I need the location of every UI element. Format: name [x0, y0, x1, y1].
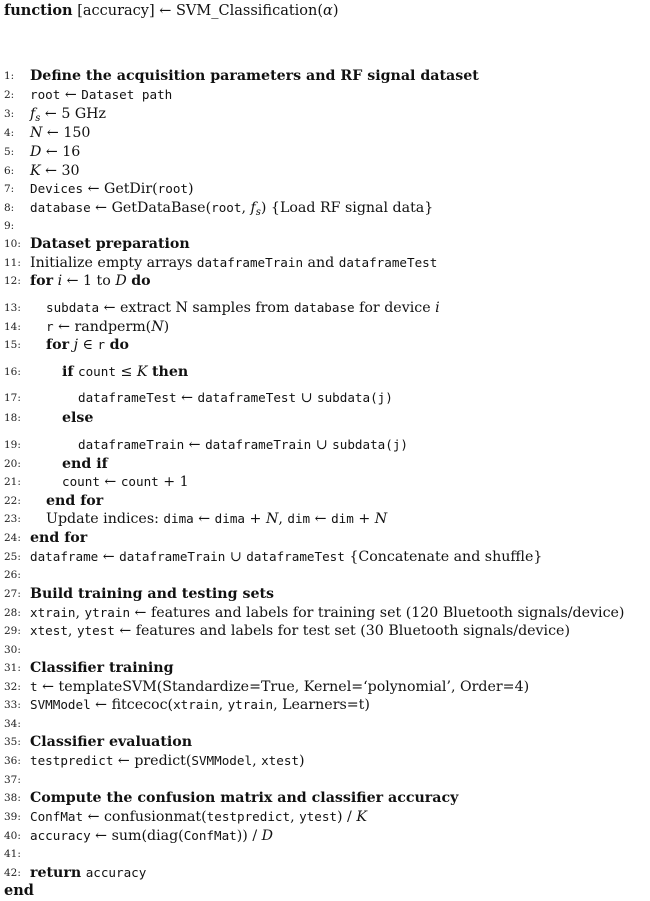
- line-number: 26:: [4, 569, 21, 581]
- line-code: [46, 492, 103, 510]
- line-number: 2:: [4, 89, 15, 101]
- text-segment: +: [353, 511, 375, 527]
- line-number: 34:: [4, 718, 21, 730]
- code-identifier: dataframeTest: [338, 255, 438, 270]
- line-number: 11:: [4, 257, 21, 269]
- line-code: [30, 548, 542, 566]
- line-code: [30, 585, 274, 603]
- line-number: 7:: [4, 183, 15, 195]
- code-identifier: ytrain: [227, 697, 274, 712]
- code-identifier: ConfMat: [183, 828, 237, 843]
- close-paren: ): [332, 3, 339, 19]
- line-number: 35:: [4, 736, 21, 748]
- keyword: for: [30, 273, 54, 289]
- math-symbol: N: [265, 511, 279, 527]
- text-segment: ,: [67, 623, 77, 639]
- code-identifier: ConfMat: [30, 809, 84, 824]
- math-symbol: N: [151, 319, 164, 335]
- line-code: [30, 67, 479, 85]
- line-code: [30, 696, 370, 714]
- line-number: 33:: [4, 699, 21, 711]
- text-segment: ← templateSVM(Standardize=True, Kernel=‘polynomial’, Order=4): [37, 679, 530, 695]
- line-code: [62, 473, 189, 491]
- code-identifier: r: [46, 319, 54, 334]
- code-identifier: Devices: [30, 181, 84, 196]
- line-number: 31:: [4, 662, 21, 674]
- function-keyword: function: [4, 2, 73, 19]
- code-identifier: dataframeTest: [197, 390, 297, 405]
- line-number: 18:: [4, 412, 21, 424]
- line-number: 22:: [4, 495, 21, 507]
- line-number: 37:: [4, 774, 21, 786]
- code-identifier: ytest: [299, 809, 338, 824]
- text-segment: ←: [98, 549, 120, 565]
- code-identifier: dataframeTest: [78, 390, 177, 405]
- line-number: 39:: [4, 811, 21, 823]
- line-code: [46, 318, 169, 336]
- text-segment: ∪: [296, 390, 317, 406]
- text-segment: ) /: [337, 809, 357, 825]
- line-number: 13:: [4, 302, 21, 314]
- code-identifier: subdata: [46, 300, 100, 315]
- code-identifier: dataframeTrain: [119, 549, 226, 564]
- code-identifier: xtrain: [30, 605, 76, 620]
- text-segment: ← fitcecoc(: [90, 697, 174, 713]
- code-identifier: accuracy: [30, 828, 91, 843]
- text-segment: ): [188, 181, 194, 197]
- line-number: 16:: [4, 366, 21, 378]
- line-code: [30, 808, 367, 826]
- line-number: 10:: [4, 238, 21, 250]
- line-code: [30, 659, 174, 677]
- code-identifier: xtest: [261, 753, 300, 768]
- line-number: 15:: [4, 339, 21, 351]
- text-segment: ← 30: [40, 163, 80, 179]
- line-number: 40:: [4, 830, 21, 842]
- code-identifier: ytest: [76, 623, 115, 638]
- line-number: 36:: [4, 755, 21, 767]
- line-number: 4:: [4, 127, 15, 139]
- keyword: do: [131, 273, 151, 289]
- keyword: Dataset preparation: [30, 236, 190, 252]
- function-parameter: α: [323, 3, 333, 19]
- text-segment: Update indices:: [46, 511, 164, 527]
- code-identifier: subdata(j): [317, 390, 393, 405]
- keyword: if: [62, 364, 74, 380]
- keyword: Classifier training: [30, 660, 174, 676]
- line-code: [30, 678, 529, 696]
- line-number: 12:: [4, 275, 21, 287]
- line-number: 9:: [4, 220, 15, 232]
- line-code: [30, 789, 458, 807]
- line-code: [30, 864, 146, 882]
- line-code: [30, 86, 172, 104]
- code-identifier: count: [120, 474, 159, 489]
- math-symbol: s: [35, 113, 41, 124]
- code-identifier: count: [62, 474, 100, 489]
- code-identifier: dataframeTest: [246, 549, 345, 564]
- code-identifier: database: [30, 200, 91, 215]
- text-segment: ← GetDir(: [83, 181, 158, 197]
- line-code: [30, 622, 570, 640]
- text-segment: ,: [218, 697, 228, 713]
- code-identifier: dataframeTrain: [196, 255, 304, 270]
- math-symbol: s: [255, 207, 261, 218]
- line-number: 20:: [4, 458, 21, 470]
- text-segment: ←: [176, 390, 198, 406]
- code-identifier: xtest: [30, 623, 68, 638]
- text-segment: ∪: [225, 549, 247, 565]
- text-segment: ← extract N samples from: [99, 300, 294, 316]
- keyword: end for: [46, 493, 104, 509]
- text-segment: ←: [184, 437, 206, 453]
- line-number: 38:: [4, 792, 21, 804]
- text-segment: ← features and labels for test set (30 Bluetooth signals/device): [114, 623, 570, 639]
- line-code: [30, 254, 437, 272]
- keyword: return: [30, 865, 82, 881]
- code-identifier: t: [30, 679, 38, 694]
- line-code: [78, 436, 408, 454]
- math-symbol: K: [30, 163, 41, 179]
- keyword: for: [46, 337, 70, 353]
- text-segment: ← GetDataBase(: [90, 200, 212, 216]
- line-code: [30, 752, 305, 770]
- text-segment: ←: [193, 511, 215, 527]
- text-segment: ← features and labels for training set (120 Bluetooth signals/device): [130, 605, 625, 621]
- line-number: 3:: [4, 108, 15, 120]
- line-code: [30, 143, 80, 161]
- line-number: 32:: [4, 681, 21, 693]
- line-number: 17:: [4, 392, 21, 404]
- code-identifier: SVMModel: [30, 697, 91, 712]
- text-segment: ∪: [311, 437, 333, 453]
- text-segment: ∈: [77, 337, 98, 353]
- text-segment: , Learners=t): [273, 697, 370, 713]
- code-identifier: subdata(j): [332, 437, 408, 452]
- line-number: 27:: [4, 588, 21, 600]
- text-segment: ,: [252, 753, 262, 769]
- code-identifier: dataframeTrain: [205, 437, 312, 452]
- keyword: then: [151, 364, 189, 380]
- keyword: end for: [30, 530, 88, 546]
- code-identifier: SVMModel: [191, 753, 253, 768]
- keyword: do: [109, 337, 129, 353]
- line-code: [30, 162, 80, 180]
- code-identifier: r: [97, 337, 106, 352]
- math-symbol: N: [374, 511, 388, 527]
- math-symbol: D: [261, 828, 274, 844]
- line-number: 8:: [4, 202, 15, 214]
- line-number: 25:: [4, 551, 21, 563]
- line-code: [30, 235, 190, 253]
- line-number: 42:: [4, 867, 21, 879]
- math-symbol: i: [57, 273, 63, 289]
- text-segment: )) /: [236, 828, 262, 844]
- text-segment: Initialize empty arrays: [30, 255, 197, 271]
- keyword: end if: [62, 456, 108, 472]
- line-number: 24:: [4, 532, 21, 544]
- math-symbol: N: [30, 125, 43, 141]
- line-code: [30, 529, 87, 547]
- line-code: [30, 733, 192, 751]
- math-symbol: j: [73, 337, 78, 353]
- text-segment: ← 16: [41, 144, 81, 160]
- text-segment: + 1: [158, 474, 189, 490]
- line-number: 29:: [4, 625, 21, 637]
- line-number: 23:: [4, 513, 21, 525]
- code-identifier: Dataset path: [81, 87, 173, 102]
- keyword: Compute the confusion matrix and classifier accuracy: [30, 790, 459, 806]
- line-code: [30, 272, 151, 290]
- line-number: 28:: [4, 607, 21, 619]
- line-code: [46, 299, 440, 317]
- function-name: SVM_Classification: [176, 3, 318, 19]
- text-segment: ← 150: [42, 125, 91, 141]
- line-code: [30, 827, 273, 845]
- math-symbol: f: [30, 106, 36, 122]
- code-identifier: root: [211, 200, 242, 215]
- code-identifier: root: [30, 87, 61, 102]
- text-segment: +: [245, 511, 266, 527]
- line-number: 21:: [4, 476, 21, 488]
- line-number: 5:: [4, 146, 15, 158]
- math-symbol: f: [250, 200, 256, 216]
- text-segment: {Concatenate and shuffle}: [344, 549, 543, 565]
- text-segment: and: [303, 255, 339, 271]
- math-symbol: D: [115, 273, 127, 289]
- assign-arrow: ←: [159, 3, 172, 19]
- line-code: [46, 336, 129, 354]
- text-segment: ) {Load RF signal data}: [260, 200, 434, 216]
- keyword: Define the acquisition parameters and RF signal dataset: [30, 68, 479, 84]
- code-identifier: count: [78, 364, 116, 379]
- keyword: else: [62, 410, 94, 426]
- text-segment: ← randperm(: [53, 319, 152, 335]
- code-identifier: dim: [287, 511, 311, 526]
- output-variable: [accuracy]: [77, 3, 155, 19]
- line-code: [30, 604, 624, 622]
- keyword: Build training and testing sets: [30, 586, 275, 602]
- text-segment: ← 5 GHz: [40, 106, 107, 122]
- line-number: 19:: [4, 439, 21, 451]
- line-number: 41:: [4, 848, 21, 860]
- line-code: [62, 363, 188, 381]
- line-code: [46, 510, 387, 528]
- line-code: [78, 389, 393, 407]
- text-segment: ,: [290, 809, 300, 825]
- math-symbol: K: [356, 809, 367, 825]
- text-segment: ,: [241, 200, 251, 216]
- text-segment: ≤: [115, 364, 137, 380]
- end-keyword: end: [4, 882, 34, 899]
- line-code: [62, 455, 108, 473]
- code-identifier: root: [157, 181, 188, 196]
- code-identifier: accuracy: [85, 865, 147, 880]
- text-segment: ←: [99, 474, 121, 490]
- math-symbol: K: [136, 364, 148, 380]
- text-segment: ← sum(diag(: [90, 828, 184, 844]
- line-code: [62, 409, 93, 427]
- text-segment: ,: [278, 511, 288, 527]
- text-segment: ←: [310, 511, 332, 527]
- code-identifier: ytrain: [84, 605, 131, 620]
- code-identifier: dima: [214, 511, 246, 526]
- line-code: [30, 180, 194, 198]
- text-segment: ←: [60, 87, 82, 103]
- text-segment: ← 1 to: [62, 273, 116, 289]
- text-segment: ← predict(: [113, 753, 192, 769]
- math-symbol: i: [435, 300, 440, 316]
- text-segment: ,: [75, 605, 85, 621]
- line-number: 6:: [4, 165, 15, 177]
- code-identifier: dim: [331, 511, 354, 526]
- keyword: Classifier evaluation: [30, 734, 193, 750]
- code-identifier: database: [293, 300, 355, 315]
- code-identifier: xtrain: [173, 697, 219, 712]
- math-symbol: D: [30, 144, 42, 160]
- line-code: [30, 199, 433, 222]
- code-identifier: dima: [163, 511, 194, 526]
- line-number: 14:: [4, 321, 21, 333]
- code-identifier: testpredict: [30, 753, 114, 768]
- line-code: [30, 124, 90, 142]
- text-segment: for device: [354, 300, 436, 316]
- code-identifier: dataframe: [30, 549, 99, 564]
- algorithm-header: [4, 2, 339, 20]
- text-segment: ): [299, 753, 305, 769]
- text-segment: ): [163, 319, 170, 335]
- line-number: 1:: [4, 70, 15, 82]
- code-identifier: dataframeTrain: [78, 437, 185, 452]
- line-number: 30:: [4, 644, 21, 656]
- open-paren: (: [317, 3, 324, 19]
- text-segment: ← confusionmat(: [83, 809, 207, 825]
- code-identifier: testpredict: [206, 809, 291, 824]
